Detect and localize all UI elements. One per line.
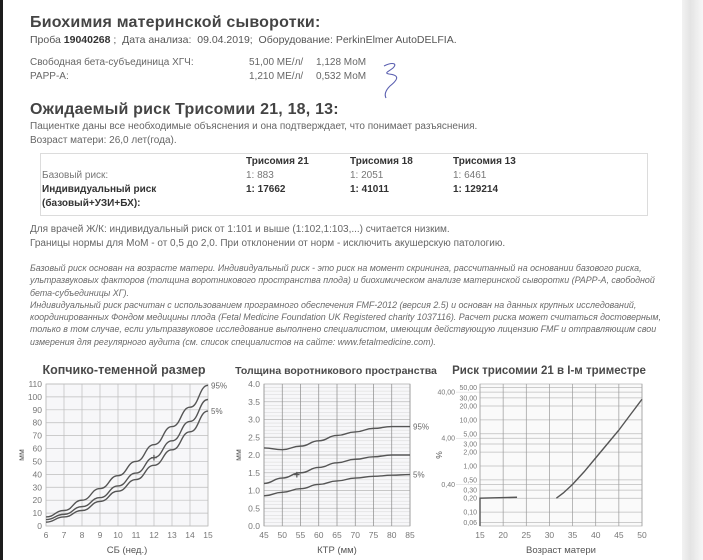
pappa-value: 1,210 МЕ/л/ xyxy=(249,71,304,82)
x-axis-label: СБ (нед.) xyxy=(106,545,148,556)
x-tick-label: 15 xyxy=(203,530,213,540)
plot-area xyxy=(480,384,642,526)
x-tick-label: 55 xyxy=(295,530,306,540)
page-edge-shadow xyxy=(682,0,703,560)
x-tick-label: 20 xyxy=(498,530,508,540)
sample-sep: ; xyxy=(113,34,117,46)
y-tick-label: 70 xyxy=(32,430,42,441)
y-tick-label: 0,20 xyxy=(463,495,477,503)
x-tick-label: 7 xyxy=(61,530,67,540)
x-tick-label: 70 xyxy=(350,530,360,540)
base-risk-label: Базовый риск: xyxy=(42,170,109,181)
y-tick-label: 30,00 xyxy=(459,395,477,403)
risk-title: Ожидаемый риск Трисомии 21, 18, 13: xyxy=(30,101,339,118)
x-tick-label: 11 xyxy=(131,530,141,540)
y-tick-label: 100 xyxy=(27,391,42,402)
mother-age: Возраст матери: 26,0 лет(года). xyxy=(30,135,177,146)
nt-chart xyxy=(232,362,438,560)
date-label: Дата анализа: xyxy=(122,34,192,46)
x-tick-label: 45 xyxy=(614,530,624,540)
pappa-label: PAPP-A: xyxy=(30,71,69,82)
y-tick-label: 1.0 xyxy=(248,485,260,496)
hcg-mom: 1,128 МоМ xyxy=(316,57,367,68)
percentile-label: 95% xyxy=(211,381,228,391)
y-tick-label: 2.0 xyxy=(248,450,260,460)
sample-line xyxy=(30,34,457,46)
base-risk-t13: 1: 6461 xyxy=(453,170,487,181)
x-tick-label: 45 xyxy=(259,530,269,540)
y-tick-label: 1,00 xyxy=(463,463,477,471)
y-tick-label: 30 xyxy=(32,482,42,493)
x-tick-label: 13 xyxy=(167,530,177,540)
x-tick-label: 40 xyxy=(590,530,601,540)
y-tick-label: 3.0 xyxy=(248,414,260,425)
y-axis-label: мм xyxy=(16,449,26,461)
plot-area xyxy=(46,384,208,526)
indiv-risk-label: Индивидуальный риск xyxy=(42,184,157,195)
percentile-label: 5% xyxy=(413,470,425,480)
indiv-risk-t18: 1: 41011 xyxy=(350,184,389,195)
x-tick-label: 65 xyxy=(332,530,342,540)
x-axis-label: Возраст матери xyxy=(526,545,596,556)
x-tick-label: 15 xyxy=(475,530,485,540)
y-tick-label: 90 xyxy=(32,404,42,415)
x-tick-label: 75 xyxy=(368,530,379,540)
y-axis-label: мм xyxy=(233,449,243,461)
disclaimer-p2: Индивидуальный риск расчитан с использованием програмного обеспечения FMF-2012 (версия 2.5) и основан на данных крупных исследований, координированных Фондом медицины плода (Fetal Medicine Foundation UK Registered charity 1037116). Расчет риска может считаться достоверным, только в том случае, если ультразвуковое исследование выполнено специалистом, имеющим действующую лицензию FMF и отправляющим свои измерения для регулярного аудита (см. список специалистов на сайте: www.fetalmedicine.com). xyxy=(30,299,661,347)
note-mom-range: Границы нормы для МоМ - от 0,5 до 2,0. При отклонении от норм - исключить акушерскую патологию. xyxy=(30,238,506,249)
percentile-label: 5% xyxy=(211,407,223,417)
x-tick-label: 35 xyxy=(567,530,578,540)
y-tick-label: 3,00 xyxy=(463,441,477,449)
header-t18: Трисомия 18 xyxy=(350,156,413,167)
y-tick-label: 40,00 xyxy=(437,389,455,397)
scan-left-edge xyxy=(0,0,3,560)
y-tick-label: 50 xyxy=(32,456,42,467)
chart-title: Риск трисомии 21 в I-м триместре xyxy=(452,365,646,377)
y-tick-label: 0 xyxy=(37,521,42,531)
y-tick-label: 2.5 xyxy=(248,432,260,443)
hcg-label: Свободная бета-субъединица ХГЧ: xyxy=(30,57,194,68)
x-tick-label: 50 xyxy=(277,530,287,540)
y-tick-label: 0.5 xyxy=(248,503,260,514)
y-tick-label: 2,00 xyxy=(463,449,477,457)
patient-marker: + xyxy=(293,469,301,482)
x-tick-label: 14 xyxy=(185,530,195,540)
t21-risk-chart xyxy=(436,362,662,560)
y-tick-label: 60 xyxy=(32,443,42,454)
percentile-label: 95% xyxy=(413,422,430,432)
indiv-risk-sublabel: (базовый+УЗИ+БХ): xyxy=(42,198,141,209)
y-tick-label: 4,00 xyxy=(441,435,455,443)
y-tick-label: 10,00 xyxy=(459,417,477,425)
chart-title: Копчико-теменной размер xyxy=(42,363,206,377)
y-tick-label: 0,30 xyxy=(463,487,477,495)
y-tick-label: 5,00 xyxy=(463,431,477,439)
biochem-title: Биохимия материнской сыворотки: xyxy=(30,14,321,31)
header-t13: Трисомия 13 xyxy=(453,156,516,167)
sample-id: 19040268 xyxy=(63,34,111,46)
indiv-risk-t13: 1: 129214 xyxy=(453,184,499,195)
indiv-risk-t21: 1: 17662 xyxy=(246,184,286,195)
chart-title: Толщина воротникового пространства xyxy=(235,365,437,377)
y-tick-label: 110 xyxy=(28,379,42,389)
x-axis-label: КТР (мм) xyxy=(317,545,357,556)
base-risk-t21: 1: 883 xyxy=(246,170,274,181)
crl-chart xyxy=(14,362,236,560)
pappa-mom: 0,532 МоМ xyxy=(316,71,367,82)
consent-text: Пациентке даны все необходимые объяснения и она подтверждает, что понимает разъяснения. xyxy=(30,121,478,132)
disclaimer xyxy=(30,262,670,348)
patient-marker: + xyxy=(150,452,158,465)
x-tick-label: 6 xyxy=(43,530,49,540)
note-doctors: Для врачей Ж/К: индивидуальный риск от 1:101 и выше (1:102,1:103,...) считается низким. xyxy=(30,224,450,235)
date-value: 09.04.2019; xyxy=(197,34,253,46)
x-tick-label: 50 xyxy=(637,530,647,540)
equipment-label: Оборудование: xyxy=(258,34,333,46)
x-tick-label: 80 xyxy=(387,530,397,540)
x-tick-label: 25 xyxy=(521,530,532,540)
handwritten-signature xyxy=(378,60,418,102)
sample-label: Проба xyxy=(30,34,61,46)
y-tick-label: 0,06 xyxy=(463,519,477,527)
disclaimer-p1: Базовый риск основан на возрасте матери. Индивидуальный риск - это риск на момент скрининга, рассчитанный на основании базового риска, ультразвуковых факторов (толщина воротникового пространства плода) и биохимическом анализе материнской сыворотки (PAPP-A, свободной бета-субъединицы ХГ). xyxy=(30,263,655,298)
y-tick-label: 3.5 xyxy=(248,396,260,407)
y-tick-label: 0,10 xyxy=(463,509,477,517)
equipment-value: PerkinElmer AutoDELFIA. xyxy=(335,34,457,46)
x-tick-label: 9 xyxy=(97,530,103,540)
y-tick-label: 1.5 xyxy=(248,467,260,478)
y-axis-label: % xyxy=(434,451,444,459)
y-tick-label: 0,50 xyxy=(463,477,477,485)
y-tick-label: 10 xyxy=(32,508,42,519)
x-tick-label: 12 xyxy=(149,530,159,540)
y-tick-label: 50,00 xyxy=(459,385,477,393)
y-tick-label: 0.0 xyxy=(248,521,260,531)
header-t21: Трисомия 21 xyxy=(246,156,309,167)
hcg-value: 51,00 МЕ/л/ xyxy=(249,57,304,68)
base-risk-t18: 1: 2051 xyxy=(350,170,384,181)
x-tick-label: 85 xyxy=(405,530,415,540)
y-tick-label: 20 xyxy=(32,495,42,506)
y-tick-label: 20,00 xyxy=(459,403,477,411)
x-tick-label: 10 xyxy=(113,530,123,540)
x-tick-label: 60 xyxy=(314,530,324,540)
x-tick-label: 8 xyxy=(79,530,85,540)
y-tick-label: 40 xyxy=(32,469,42,480)
x-tick-label: 30 xyxy=(544,530,555,540)
y-tick-label: 80 xyxy=(32,417,42,428)
y-tick-label: 4.0 xyxy=(248,379,260,389)
y-tick-label: 0,40 xyxy=(441,481,455,489)
signature-stroke xyxy=(384,64,397,98)
